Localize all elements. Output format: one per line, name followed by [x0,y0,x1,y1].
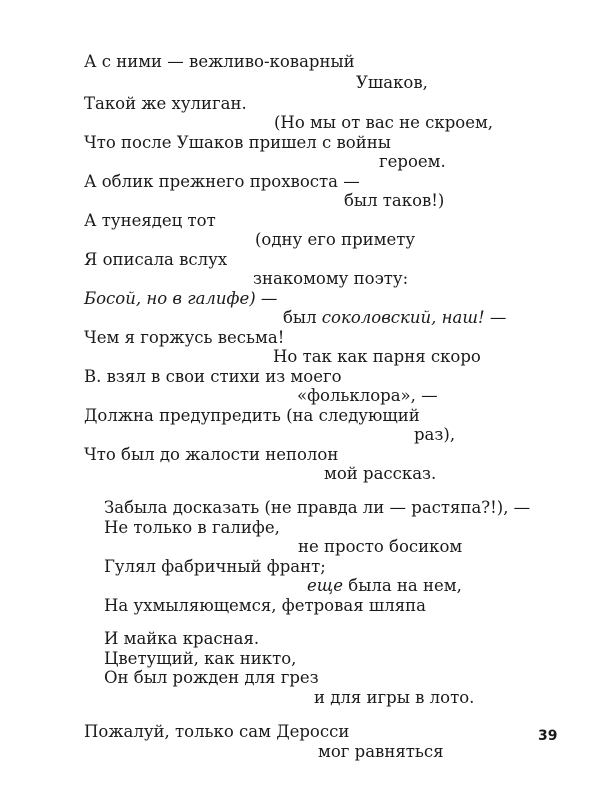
poem-line: Гулял фабричный франт; [104,557,326,576]
poem-line: Он был рожден для грез [104,668,319,687]
poem-line: знакомому поэту: [253,269,409,288]
poem-line: Такой же хулиган. [84,94,247,113]
poem-line: и для игры в лото. [314,688,475,707]
poem-line: Я описала вслух [84,250,228,269]
poem-line: Чем я горжусь весьма! [84,328,285,347]
poem-line: Что после Ушаков пришел с войны [84,133,391,152]
poem-line-part: был [283,308,322,327]
poem-line: раз), [414,425,456,444]
poem-line: (Но мы от вас не скроем, [274,113,494,132]
poem-line: не просто босиком [298,537,463,556]
poem-line-part: — [484,308,507,327]
poem-line: «фольклора», — [297,386,438,405]
poem-line: Ушаков, [356,73,428,92]
poem-line: Но так как парня скоро [273,347,481,366]
poem-line-part: еще [307,576,344,595]
poem-line: был таков!) [344,191,445,210]
page-number: 39 [538,728,558,744]
poem-line: И майка красная. [104,629,260,648]
poem-line: Босой, но в галифе) — [84,289,278,308]
poem-line: (одну его примету [255,230,416,249]
poem-line-part: соколовский, наш! [321,308,485,327]
poem-line: мой рассказ. [324,464,437,483]
poem-line: Не только в галифе, [104,518,280,537]
poem-line: В. взял в свои стихи из моего [84,367,342,386]
poem-line: Цветущий, как никто, [104,649,297,668]
poem-line: Забыла досказать (не правда ли — растяпа?!), — [104,498,531,517]
poem-line: героем. [379,152,446,171]
poem-line [283,308,506,328]
poem-line: На ухмыляющемся, фетровая шляпа [104,596,426,615]
poem-line: А с ними — вежливо-коварный [84,52,355,71]
poem-line: Должна предупредить (на следующий [84,406,420,425]
poem-line: мог равняться [318,742,444,761]
poem-line: Пожалуй, только сам Деросси [84,722,350,741]
poem-line: Что был до жалости неполон [84,445,339,464]
poem-line: А тунеядец тот [84,211,216,230]
poem-line: А облик прежнего прохвоста — [84,172,360,191]
poem-line [307,576,462,596]
poem-line-part: была на нем, [343,576,462,595]
